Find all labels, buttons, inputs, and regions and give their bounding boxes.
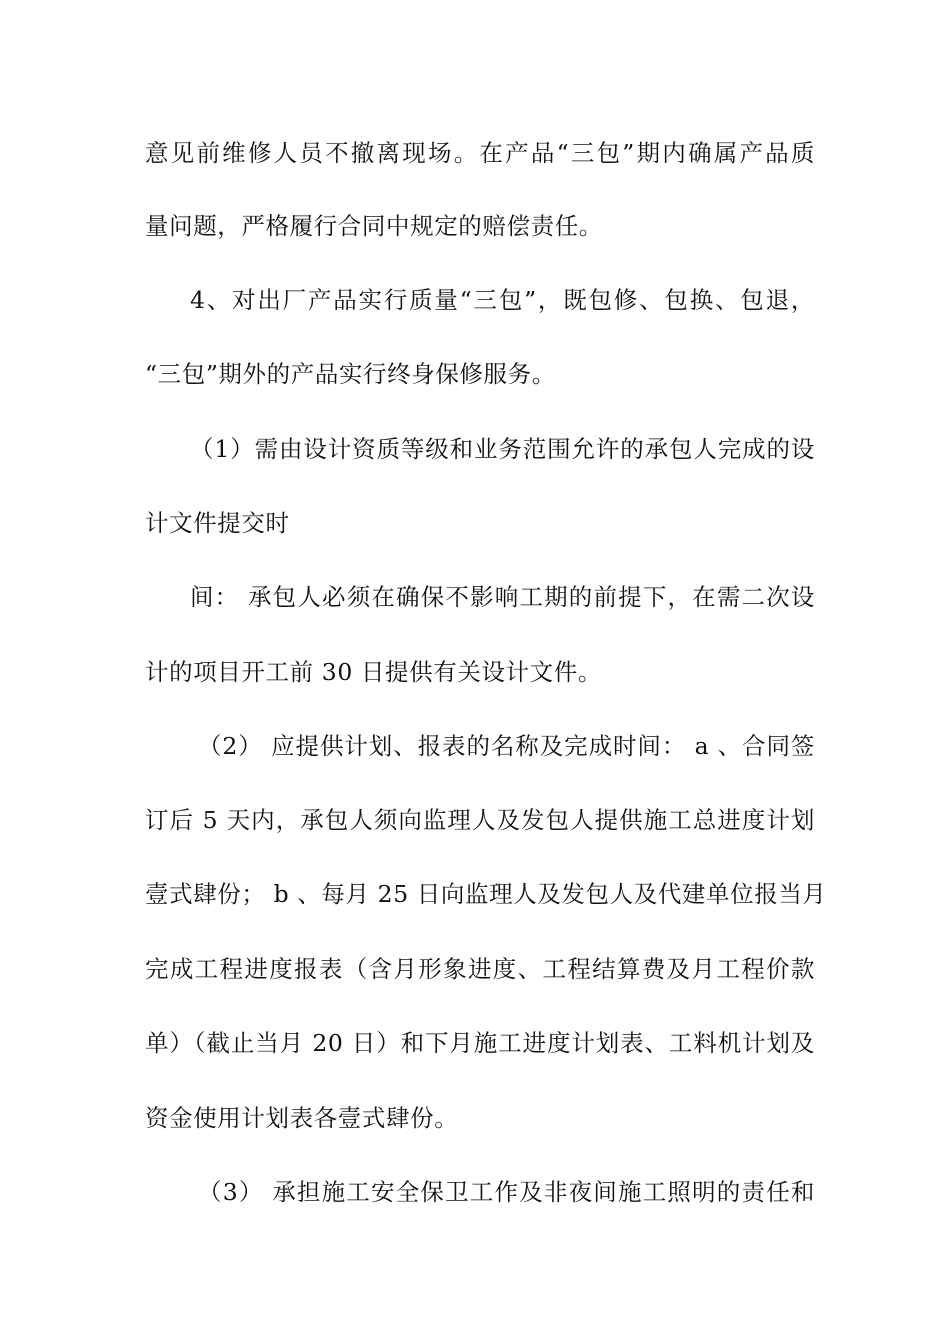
paragraph-line-15: （3） 承担施工安全保卫工作及非夜间施工照明的责任和: [198, 1178, 815, 1206]
paragraph-line-5: （1）需由设计资质等级和业务范围允许的承包人完成的设: [190, 435, 815, 463]
paragraph-line-13: 单）（截止当月 20 日）和下月施工进度计划表、工料机计划及: [145, 1029, 815, 1057]
paragraph-line-6: 计文件提交时: [145, 509, 290, 537]
paragraph-line-12: 完成工程进度报表（含月形象进度、工程结算费及月工程价款: [145, 955, 815, 983]
paragraph-line-1: 意见前维修人员不撤离现场。在产品“三包”期内确属产品质: [145, 139, 815, 167]
paragraph-line-10: 订后 5 天内，承包人须向监理人及发包人提供施工总进度计划: [145, 806, 815, 834]
paragraph-line-2: 量问题，严格履行合同中规定的赔偿责任。: [145, 212, 603, 240]
paragraph-line-11: 壹式肆份； b 、每月 25 日向监理人及发包人及代建单位报当月: [145, 880, 827, 908]
paragraph-line-7: 间： 承包人必须在确保不影响工期的前提下，在需二次设: [190, 583, 815, 611]
paragraph-line-9: （2） 应提供计划、报表的名称及完成时间： a 、合同签: [198, 732, 815, 760]
paragraph-line-4: “三包”期外的产品实行终身保修服务。: [145, 360, 556, 388]
paragraph-line-8: 计的项目开工前 30 日提供有关设计文件。: [145, 658, 602, 686]
paragraph-line-3: 4、对出厂产品实行质量“三包”，既包修、包换、包退，: [190, 286, 815, 314]
paragraph-line-14: 资金使用计划表各壹式肆份。: [145, 1104, 459, 1132]
